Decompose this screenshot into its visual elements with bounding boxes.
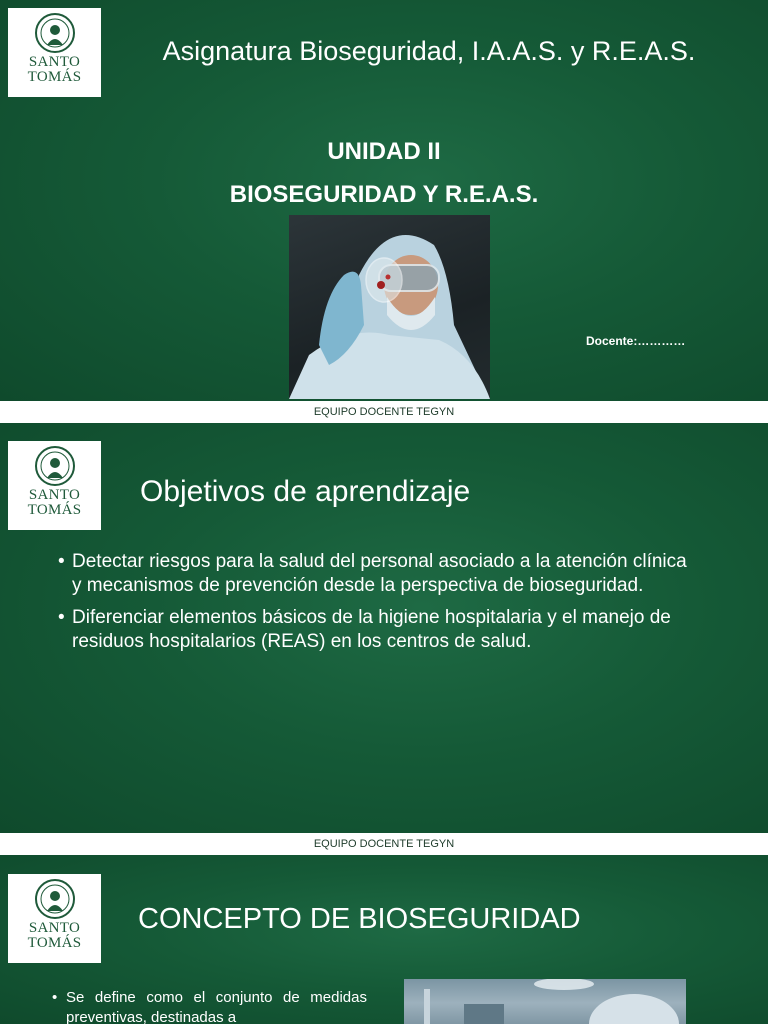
objective-text: Detectar riesgos para la salud del personal asociado a la atención clínica y mecanismos de prevención desde la perspectiva de bioseguridad. (72, 551, 687, 596)
unit-title: UNIDAD II (327, 138, 441, 165)
list-item (58, 550, 698, 598)
bullet-icon: • (58, 551, 65, 572)
logo-line-2: TOMÁS (27, 935, 82, 951)
list-item (52, 988, 367, 1024)
list-item (58, 606, 698, 654)
objectives-list (58, 550, 698, 662)
slide-3-title: CONCEPTO DE BIOSEGURIDAD (138, 903, 581, 935)
santo-tomas-logo (8, 441, 101, 530)
logo-line-1: SANTO (28, 487, 81, 503)
slide-2-title: Objetivos de aprendizaje (140, 475, 471, 508)
bullet-icon: • (52, 989, 58, 1006)
slide-1-footer: EQUIPO DOCENTE TEGYN (0, 401, 768, 423)
lab-researcher-photo (289, 215, 490, 399)
logo-line-1: SANTO (28, 54, 81, 70)
objective-text: Diferenciar elementos básicos de la higiene hospitalaria y el manejo de residuos hospitalarios (REAS) en los centros de salud. (72, 607, 671, 652)
logo-line-1: SANTO (28, 920, 81, 936)
concept-text: Se define como el conjunto de medidas preventivas, destinadas a (66, 989, 367, 1024)
hospital-photo (404, 979, 686, 1024)
concept-list (52, 988, 367, 1024)
logo-line-2: TOMÁS (27, 69, 82, 85)
bullet-icon: • (58, 607, 65, 628)
docente-label: Docente:………… (586, 334, 686, 348)
course-title: Asignatura Bioseguridad, I.A.A.S. y R.E.A.S. (162, 36, 696, 66)
slide-1 (0, 0, 768, 401)
seal-icon (34, 877, 76, 921)
santo-tomas-logo (8, 874, 101, 963)
seal-icon (34, 444, 76, 488)
slide-2-footer: EQUIPO DOCENTE TEGYN (0, 833, 768, 855)
logo-line-2: TOMÁS (27, 502, 82, 518)
unit-subtitle: BIOSEGURIDAD Y R.E.A.S. (229, 181, 539, 208)
slide-2 (0, 423, 768, 833)
slide-3 (0, 855, 768, 1024)
